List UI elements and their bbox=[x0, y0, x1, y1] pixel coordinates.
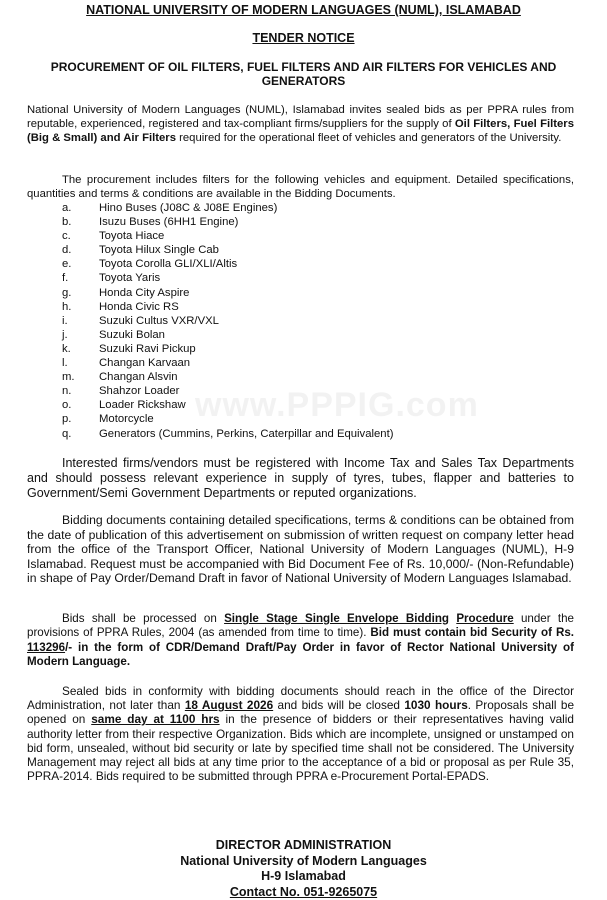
intro-bold-items: Oil Filters, Fuel Filters (Big & Small) and Air Filters bbox=[27, 118, 574, 144]
list-item-letter: b. bbox=[62, 215, 71, 229]
list-item-letter: p. bbox=[62, 412, 71, 426]
registration-paragraph bbox=[27, 456, 574, 501]
bidding-docs-text: Bidding documents containing detailed specifications, terms & conditions can be obtained from the date of publication of this advertisement on submission of written request on company letter head from the office of the Transport Officer, National University of Modern Languages (NUML), H-9 Islamabad. Request must be accompanied with Bid Document Fee of Rs. 10,000/- (Non-Refundable) in shape of Pay Order/Demand Draft in favor of National University of Modern Languages Islamabad. bbox=[27, 513, 574, 585]
signature-org: National University of Modern Languages bbox=[0, 854, 607, 870]
list-item-text: Generators (Cummins, Perkins, Caterpillar and Equivalent) bbox=[99, 427, 393, 441]
closing-time: 1030 hours bbox=[404, 698, 467, 712]
procedure-paragraph bbox=[27, 612, 574, 669]
list-item-letter: k. bbox=[62, 342, 71, 356]
procedure-type: Single Stage Single Envelope Bidding bbox=[224, 612, 449, 625]
procedure-word: Procedure bbox=[456, 612, 513, 625]
list-item-text: Suzuki Cultus VXR/VXL bbox=[99, 314, 219, 328]
submission-text-3: . Proposals shall be opened on bbox=[27, 698, 574, 726]
subject-heading: PROCUREMENT OF OIL FILTERS, FUEL FILTERS AND AIR FILTERS FOR VEHICLES AND GENERATORS bbox=[30, 60, 577, 88]
submission-paragraph bbox=[27, 684, 574, 783]
university-heading: NATIONAL UNIVERSITY OF MODERN LANGUAGES (NUML), ISLAMABAD bbox=[0, 3, 607, 17]
list-item-letter: e. bbox=[62, 257, 71, 271]
list-item-letter: l. bbox=[62, 356, 68, 370]
bid-security-text-2: /- in the form of CDR/Demand Draft/Pay Order in favor of Rector National University of Modern Language. bbox=[27, 641, 574, 668]
signature-title: DIRECTOR ADMINISTRATION bbox=[0, 838, 607, 854]
submission-text-4: in the presence of bidders or their representatives having valid authority letter from their respective Organization. Bids which are incomplete, unsigned or unstamped on bid form, unsealed, without bid security or late by specified time shall not be considered. The University Management may reject all bids at any time prior to the acceptance of a bid or proposal as per Rule 35, PPRA-2014. Bids required to be submitted through PPRA e-Procurement Portal-EPADS. bbox=[27, 712, 574, 783]
list-item-letter: a. bbox=[62, 201, 71, 215]
list-item-text: Toyota Hilux Single Cab bbox=[99, 243, 219, 257]
list-item-letter: n. bbox=[62, 384, 71, 398]
list-item-text: Hino Buses (J08C & J08E Engines) bbox=[99, 201, 277, 215]
submission-text-2: and bids will be closed bbox=[273, 698, 404, 712]
list-item-text: Suzuki Bolan bbox=[99, 328, 165, 342]
opening-time: same day at 1100 hrs bbox=[91, 712, 219, 726]
watermark: www.PPPIG.com bbox=[195, 386, 479, 425]
list-item-letter: d. bbox=[62, 243, 71, 257]
signature-block bbox=[0, 838, 607, 900]
list-item-text: Toyota Yaris bbox=[99, 271, 160, 285]
procedure-text-1: Bids shall be processed on bbox=[62, 612, 224, 625]
procedure-text-2: under the provisions of PPRA Rules, 2004 (as amended from time to time). bbox=[27, 612, 574, 639]
list-item-letter: h. bbox=[62, 300, 71, 314]
deadline-date: 18 August 2026 bbox=[185, 698, 273, 712]
list-item-text: Honda City Aspire bbox=[99, 286, 189, 300]
intro-paragraph bbox=[27, 103, 574, 145]
procurement-intro-paragraph bbox=[27, 173, 574, 201]
bidding-docs-paragraph bbox=[27, 513, 574, 586]
intro-text-1: National University of Modern Languages (NUML), Islamabad invites sealed bids as per PPRA rules from reputable, experienced, registered and tax-compliant firms/suppliers for the supply of bbox=[27, 104, 574, 130]
bid-security-text-1: Bid must contain bid Security of Rs. bbox=[370, 626, 574, 639]
list-item-letter: q. bbox=[62, 427, 71, 441]
notice-type-heading: TENDER NOTICE bbox=[0, 31, 607, 45]
signature-contact: Contact No. 051-9265075 bbox=[0, 885, 607, 900]
list-item-letter: i. bbox=[62, 314, 68, 328]
list-item-letter: m. bbox=[62, 370, 75, 384]
list-item-text: Toyota Corolla GLI/XLI/Altis bbox=[99, 257, 237, 271]
submission-text-1: Sealed bids in conformity with bidding documents should reach in the office of the Director Administration, not later than bbox=[27, 684, 574, 712]
list-item-letter: c. bbox=[62, 229, 71, 243]
bid-security-amount: 113296 bbox=[27, 641, 65, 654]
signature-location: H-9 Islamabad bbox=[0, 869, 607, 885]
list-item-text: Suzuki Ravi Pickup bbox=[99, 342, 196, 356]
list-item-text: Shahzor Loader bbox=[99, 384, 179, 398]
list-item-text: Motorcycle bbox=[99, 412, 154, 426]
intro-text-2: required for the operational fleet of vehicles and generators of the University. bbox=[176, 132, 561, 144]
list-item-text: Toyota Hiace bbox=[99, 229, 164, 243]
list-item-text: Honda Civic RS bbox=[99, 300, 179, 314]
list-item-letter: j. bbox=[62, 328, 68, 342]
list-item-text: Loader Rickshaw bbox=[99, 398, 186, 412]
list-item-letter: o. bbox=[62, 398, 71, 412]
list-item-text: Isuzu Buses (6HH1 Engine) bbox=[99, 215, 238, 229]
list-item-text: Changan Karvaan bbox=[99, 356, 190, 370]
list-item-text: Changan Alsvin bbox=[99, 370, 178, 384]
registration-text: Interested firms/vendors must be registered with Income Tax and Sales Tax Departments and should possess relevant experience in supply of tyres, tubes, flapper and batteries to Government/Semi Government Departments or reputed organizations. bbox=[27, 456, 574, 500]
list-item-letter: f. bbox=[62, 271, 68, 285]
procurement-intro-text: The procurement includes filters for the following vehicles and equipment. Detailed specifications, quantities and terms & conditions are available in the Bidding Documents. bbox=[27, 174, 574, 200]
list-item-letter: g. bbox=[62, 286, 71, 300]
